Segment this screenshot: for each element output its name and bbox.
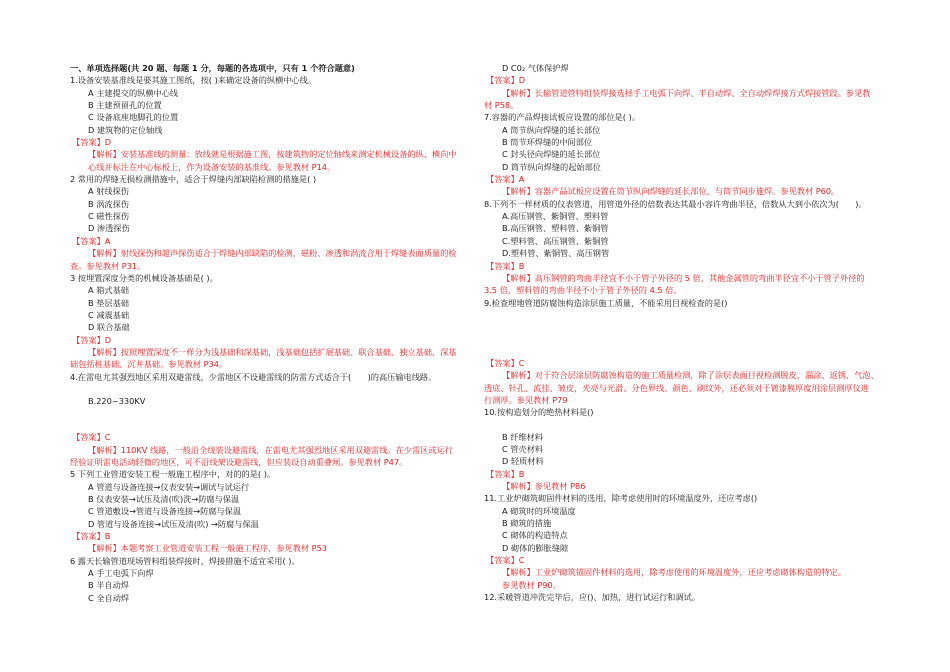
q5-option-c: C 管道敷设→管道与设备连接→防腐与保温 [88, 506, 242, 517]
q6-explanation-2: 材 P58。 [484, 100, 519, 111]
q6-answer: 【答案】D [486, 75, 526, 86]
question-5-stem: 5 下列工业管道安装工程一般施工程序中，对的的是( )。 [70, 469, 276, 480]
q5-answer: 【答案】B [72, 531, 111, 542]
q2-option-d: D 渗透探伤 [88, 223, 130, 234]
q9-explanation-3: 行测厚。参见教材 P79 [484, 394, 568, 405]
q11-answer: 【答案】C [486, 555, 525, 566]
q11-option-a: A 砌筑时的环境温度 [502, 505, 576, 516]
q6-option-d: D C0₂ 气体保护焊 [502, 63, 569, 73]
q11-option-b: B 砌筑的措施 [502, 518, 552, 528]
q1-option-b: B 主建预留孔的位置 [88, 100, 162, 111]
q8-explanation-2: 3.5 倍，塑料管的弯曲半径不小于管子外径的 4.5 倍。 [484, 285, 682, 296]
left-column [70, 62, 470, 604]
q11-option-d: D 砌体的膨胀缝隙 [502, 542, 569, 553]
q3-explanation-1: 【解析】按照埋置深度不一样分为浅基础和深基础，浅基础包括扩展基础、联合基础、独立基础，深基 [88, 346, 457, 357]
q11-option-c: C 砌体的构造特点 [502, 530, 568, 541]
q2-option-b: B 涡流探伤 [88, 198, 129, 209]
q11-explanation-2: 参见教材 P90。 [502, 579, 561, 590]
q3-option-a: A 箱式基础 [88, 285, 129, 296]
q10-option-c: C 管壳材料 [502, 443, 544, 454]
q4-explanation-1: 【解析】110KV 线路，一般沿全线装设避雷线，在雷电尤其强烈地区采用双避雷线。在少雷区或运行 [88, 444, 453, 455]
q10-option-d: D 轻质材料 [502, 456, 544, 467]
q4-answer: 【答案】C [72, 432, 111, 443]
question-11-stem: 11.工业炉砌筑砌固件材料的选用，除考虑使用时的环境温度外，还应考虑() [484, 493, 758, 504]
q5-option-a: A 管道与设备连接→仪表安装→调试与试运行 [88, 481, 250, 492]
q2-explanation-1: 【解析】射线探伤和超声探伤适合于焊缝内部缺陷的检测，磁粉、渗透和涡流合用于焊缝表面质量的检 [88, 248, 457, 259]
q8-option-b: B.高压钢管、塑料管、紫铜管 [502, 223, 609, 234]
q1-explanation-2: 心线并标注在中心标板上，作为设备安装的基准线。参见教材 P14。 [88, 161, 336, 172]
q11-explanation-1: 【解析】工业炉砌筑锚固件材料的选用，除考虑使用的环境温度外，还应考虑砌体构造的特定。 [502, 567, 846, 578]
q4-option-b: B.220~330KV [88, 395, 146, 406]
question-9-stem: 9.检查埋地管道防腐蚀构造涂层施工质量，不能采用目视检查的是() [484, 297, 728, 308]
q2-explanation-2: 查。参见教材 P31。 [70, 260, 146, 271]
q9-explanation-2: 透底、针孔、流挂、皱皮，光亮与光滑、分色界线、颜色、刷纹外，还必须对于镀漆膜厚度用涂层测厚仪进 [484, 382, 869, 393]
q7-answer: 【答案】A [486, 174, 525, 185]
q8-option-d: D.塑料管、紫铜管、高压钢管 [502, 248, 610, 259]
q3-option-d: D 联合基础 [88, 322, 130, 333]
question-6-stem: 6 露天长输管道现场管料组装焊接时，焊接措施不适宜采用( )。 [70, 555, 300, 566]
question-4-stem: 4.在雷电尤其强烈地区采用双避雷线，少雷地区不设避雷线的防雷方式适合于( )的高压输电线路。 [70, 371, 437, 382]
q7-option-a: A 筒节纵向焊缝的延长部位 [502, 124, 601, 135]
q1-explanation-1: 【解析】安装基准线的测量：放线就是根据施工图，按建筑物的定位轴线来测定机械设备的纵、横向中 [88, 149, 457, 160]
question-8-stem: 8.下列不一样材质的仪表管道，用管道外径的倍数表达其最小容许弯曲半径，倍数从大到小依次为( )。 [484, 198, 867, 209]
q4-explanation-2: 经验证明雷电活动轻微的地区，可不沿线架设避雷线，但应装设自动重叠闸。参见教材 P47。 [70, 456, 408, 467]
q6-option-b: B 半自动焊 [88, 580, 129, 591]
q9-answer: 【答案】C [486, 357, 525, 368]
q9-explanation-1: 【解析】对于符合层涂层防腐蚀构造的施工质量检测，除了涂层表面目视检测脱皮、漏涂、返锈、气泡、 [502, 370, 879, 381]
question-2-stem: 2 常用的焊缝无损检测措施中，适合于焊缝内部缺陷检测的措施是( ) [70, 174, 317, 185]
q2-option-a: A 射线探伤 [88, 186, 129, 197]
q1-option-a: A 主建提交的纵横中心线 [88, 87, 179, 98]
q3-answer: 【答案】D [72, 334, 112, 345]
q2-answer: 【答案】A [72, 235, 111, 246]
q3-explanation-2: 础包括桩基础、沉井基础。参见教材 P34。 [70, 359, 228, 370]
q7-option-b: B 筒节环焊缝的中间部位 [502, 137, 593, 148]
q2-option-c: C 磁性探伤 [88, 211, 130, 222]
q5-option-d: D 管道与设备连接→试压及清(吹) →防腐与保温 [88, 518, 259, 529]
q7-option-d: D 筒节纵向焊缝的起始部位 [502, 161, 601, 172]
q1-option-d: D 建筑物的定位轴线 [88, 124, 163, 135]
q6-option-a: A 手工电弧下向焊 [88, 568, 154, 579]
question-3-stem: 3 按埋置深度分类的机械设备基础是( )。 [70, 272, 218, 283]
q6-option-c: C 全自动焊 [88, 592, 130, 603]
q10-answer: 【答案】B [486, 468, 525, 479]
q7-explanation-1: 【解析】容器产品试板应设置在筒节纵向焊缝的延长部位，与筒节同步施焊。参见教材 P60。 [502, 186, 840, 197]
q3-option-b: B 垫层基础 [88, 297, 129, 308]
q10-explanation-1: 【解析】参见教材 P86 [502, 480, 586, 491]
q5-option-b: B 仪表安装→试压及清(吹)洗→防腐与保温 [88, 494, 240, 504]
q5-explanation-1: 【解析】本题考察工业管道安装工程一般施工程序，参见教材 P53 [88, 543, 328, 554]
q8-answer: 【答案】B [486, 260, 525, 271]
q8-option-c: C.塑料管、高压钢管、紫铜管 [502, 235, 609, 246]
q1-answer: 【答案】D [72, 137, 112, 148]
q10-option-b: B 纤维材料 [502, 431, 543, 442]
right-column [484, 62, 884, 603]
q8-option-a: A.高压钢管、紫铜管、塑料管 [502, 211, 609, 222]
q6-explanation-1: 【解析】长输管道管特组装焊接选择手工电弧下向焊、半自动焊、全自动焊焊接方式焊接管段。参见教 [502, 87, 871, 98]
question-10-stem: 10.按构造划分的绝热材料是() [484, 407, 594, 418]
section-title: 一、单项选择题(共 20 题、每题 1 分，每题的各选项中，只有 1 个符合题意) [70, 63, 355, 73]
question-7-stem: 7.容器的产品焊接试板应设置的部位是( )。 [484, 112, 640, 123]
question-1-stem: 1.设备安装基准线是要其施工图纸，按( )来确定设备的纵横中心线。 [70, 75, 317, 86]
q8-explanation-1: 【解析】高压钢管的弯曲半径宜不小于管子外径的 5 倍，其他金属管的弯曲半径宜不小于管子外径的 [502, 272, 865, 283]
question-12-stem: 12.采暖管道冲洗完毕后，应()、加热，进行试运行和调试。 [484, 592, 700, 603]
q1-option-c: C 设备底座地脚孔的位置 [88, 112, 179, 123]
q7-option-c: C 封头径向焊缝的延长部位 [502, 149, 601, 160]
q3-option-c: C 减震基础 [88, 309, 130, 320]
